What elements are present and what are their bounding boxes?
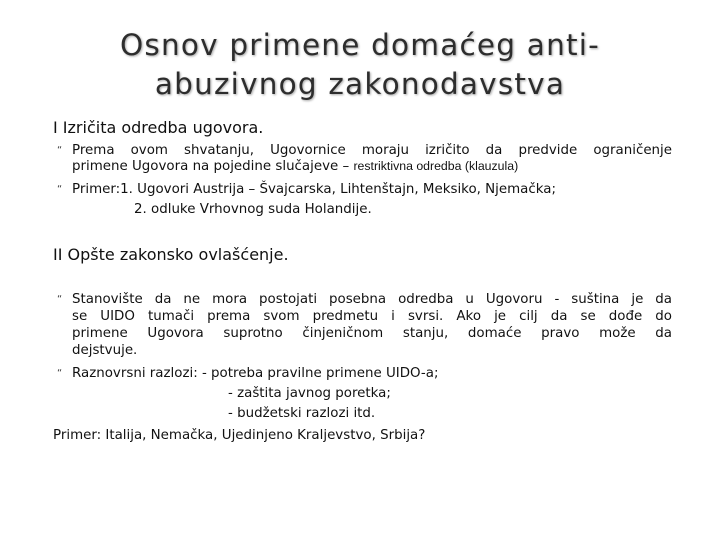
section-1-heading: I Izričita odredba ugovora. (53, 118, 264, 137)
section-2-bullet-2-line-2: - zaštita javnog poretka; (228, 386, 391, 401)
section-2-bullet-1-line-2: se UIDO tumači prema svom predmetu i svrsi. Ako je cilj da se dođe do (72, 309, 672, 324)
section-1-bullet-2-line-1: Primer:1. Ugovori Austrija – Švajcarska, Lihtenštajn, Meksiko, Njemačka; (72, 182, 556, 197)
section-2-bullet-1-line-4: dejstvuje. (72, 343, 138, 358)
section-2-example: Primer: Italija, Nemačka, Ujedinjeno Kraljevstvo, Srbija? (53, 428, 426, 443)
section-1-bullet-1-line-2 (72, 159, 518, 175)
section-1-bullet-1-line-2-main: primene Ugovora na pojedine slučajeve – (72, 159, 354, 174)
section-2-bullet-1-line-3: primene Ugovora suprotno činjeničnom stanju, domaće pravo može da (72, 326, 672, 341)
title-line-2: abuzivnog zakonodavstva (154, 67, 566, 101)
section-2-bullet-2-line-3: - budžetski razlozi itd. (228, 406, 376, 421)
bullet-icon: “ (57, 145, 63, 156)
section-1-bullet-2-line-2: 2. odluke Vrhovnog suda Holandije. (134, 202, 372, 217)
bullet-icon: “ (57, 294, 63, 305)
bullet-icon: “ (57, 184, 63, 195)
slide-title (60, 26, 660, 104)
restrictive-clause-term: restriktivna odredba (klauzula) (353, 159, 519, 173)
bullet-icon: “ (57, 368, 63, 379)
section-2-bullet-2-line-1: Raznovrsni razlozi: - potreba pravilne primene UIDO-a; (72, 366, 439, 381)
section-2-bullet-1-line-1: Stanovište da ne mora postojati posebna odredba u Ugovoru - suština je da (72, 292, 672, 307)
title-line-1: Osnov primene domaćeg anti- (120, 28, 600, 62)
section-2-heading: II Opšte zakonsko ovlašćenje. (53, 245, 289, 264)
section-1-bullet-1-line-1: Prema ovom shvatanju, Ugovornice moraju izričito da predvide ograničenje (72, 143, 672, 158)
